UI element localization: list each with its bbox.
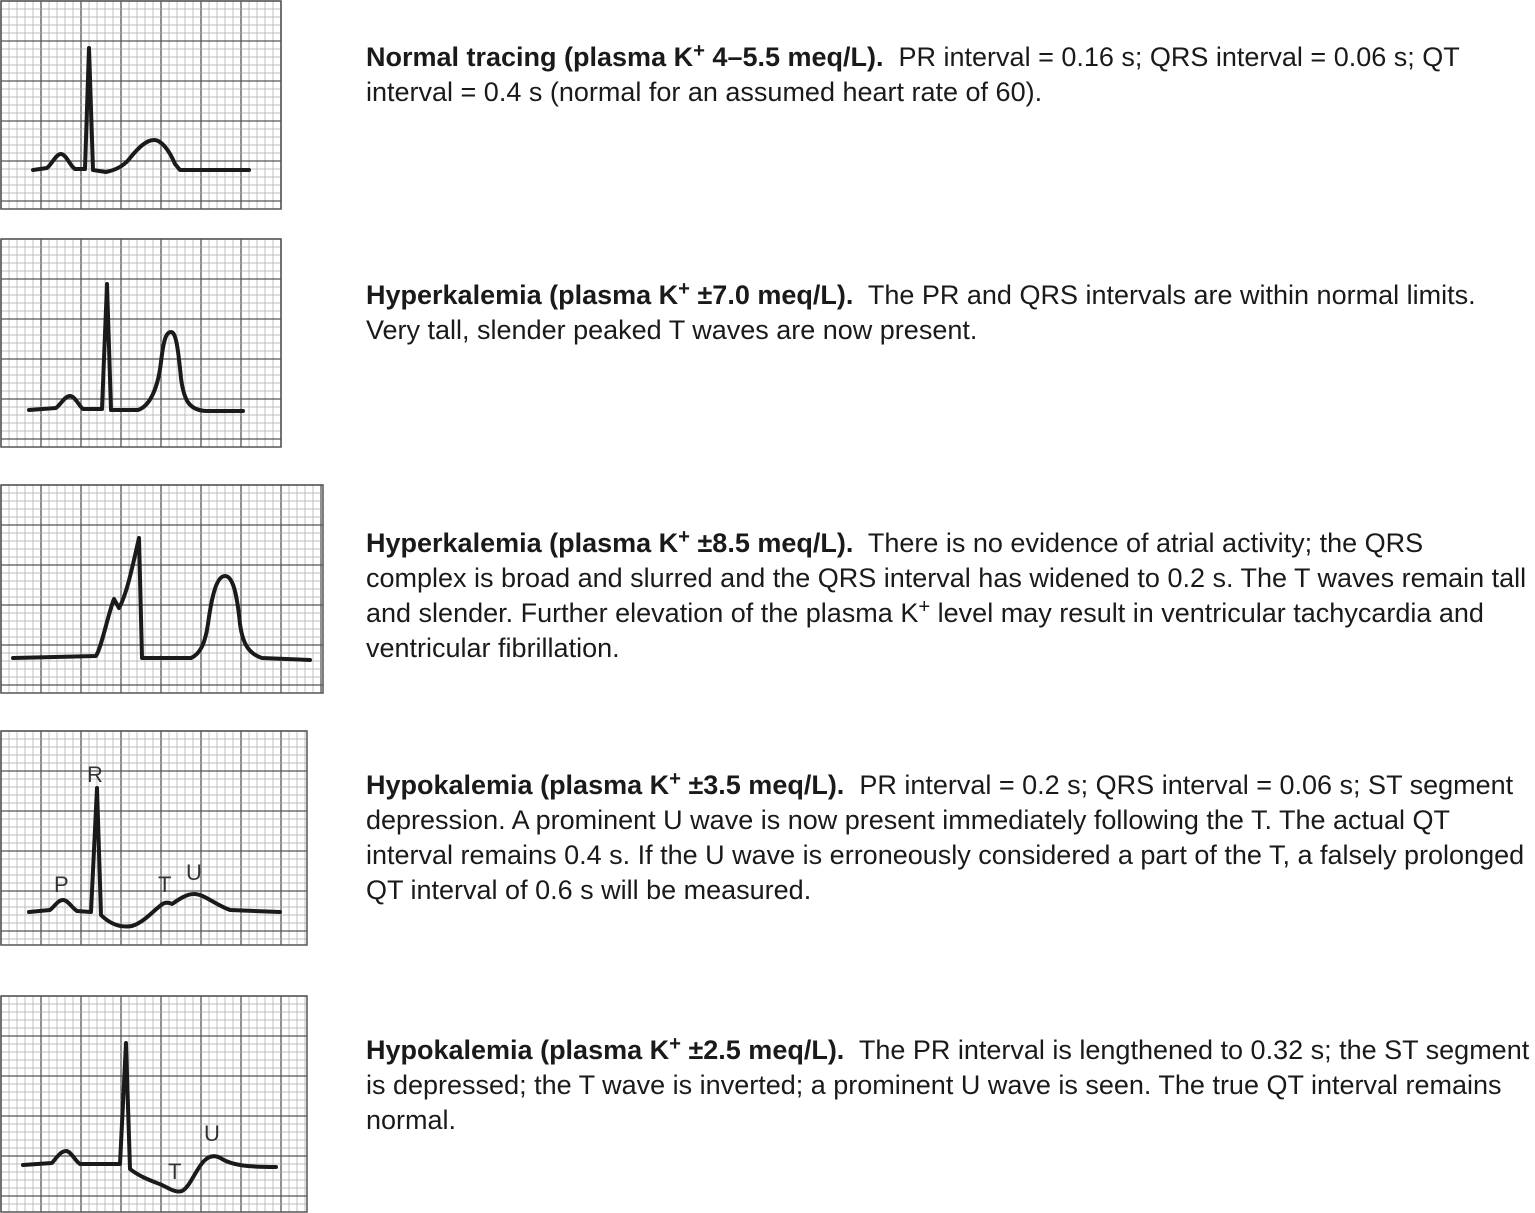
- panel-title: Hyperkalemia (plasma K+ ±7.0 meq/L).: [366, 277, 854, 310]
- ecg-trace: [23, 1043, 276, 1192]
- ecg-grid: [1, 485, 323, 693]
- grid-border: [1, 996, 307, 1212]
- panel-body: PR interval = 0.16 s; QRS interval = 0.06 s; QT interval = 0.4 s (normal for an assumed heart rate of 60).: [366, 42, 1460, 107]
- ecg-strip-hypokalemia-3-5: [0, 730, 308, 946]
- panel-body: PR interval = 0.2 s; QRS interval = 0.06 s; ST segment depression. A prominent U wave is now present immediately following the T. The actual QT interval remains 0.4 s. If the U wave is erroneously considered a part of the T, a falsely prolonged QT interval of 0.6 s will be measured.: [366, 770, 1525, 905]
- panel-body: The PR and QRS intervals are within normal limits. Very tall, slender peaked T waves are now present.: [366, 280, 1476, 345]
- panel-description: [366, 278, 1531, 348]
- panel-description: [366, 1033, 1531, 1138]
- panel-title: Hypokalemia (plasma K+ ±2.5 meq/L).: [366, 1032, 845, 1065]
- wave-label-t: T: [158, 872, 172, 897]
- ecg-grid: [1, 1, 281, 209]
- panel-title: Hypokalemia (plasma K+ ±3.5 meq/L).: [366, 767, 845, 800]
- ecg-strip-hyperkalemia-7: [0, 238, 282, 448]
- wave-label-u: U: [186, 860, 202, 885]
- ecg-trace: [33, 48, 249, 172]
- ecg-strip-normal: [0, 0, 282, 210]
- panel-body: There is no evidence of atrial activity; the QRS complex is broad and slurred and the QRS interval has widened to 0.2 s. The T waves remain tall and slender. Further elevation of the plasma K+ level may result in ventricular tachycardia and ventricular fibrillation.: [366, 528, 1527, 663]
- panel-body: The PR interval is lengthened to 0.32 s; the ST segment is depressed; the T wave is inverted; a prominent U wave is seen. The true QT interval remains normal.: [366, 1035, 1530, 1135]
- ecg-strip-hypokalemia-2-5: [0, 995, 308, 1213]
- panel-description: [366, 526, 1531, 666]
- wave-label-r: R: [87, 762, 103, 787]
- ecg-trace: [29, 788, 280, 927]
- wave-label-t: T: [168, 1159, 182, 1184]
- ecg-grid: [1, 239, 281, 447]
- wave-label-u: U: [204, 1121, 220, 1146]
- panel-title: Hyperkalemia (plasma K+ ±8.5 meq/L).: [366, 525, 854, 558]
- panel-title: Normal tracing (plasma K+ 4–5.5 meq/L).: [366, 39, 884, 72]
- ecg-strip-hyperkalemia-8-5: [0, 484, 324, 694]
- panel-description: [366, 768, 1531, 908]
- wave-label-p: P: [54, 872, 69, 897]
- ecg-grid: [1, 996, 307, 1212]
- panel-description: [366, 40, 1531, 110]
